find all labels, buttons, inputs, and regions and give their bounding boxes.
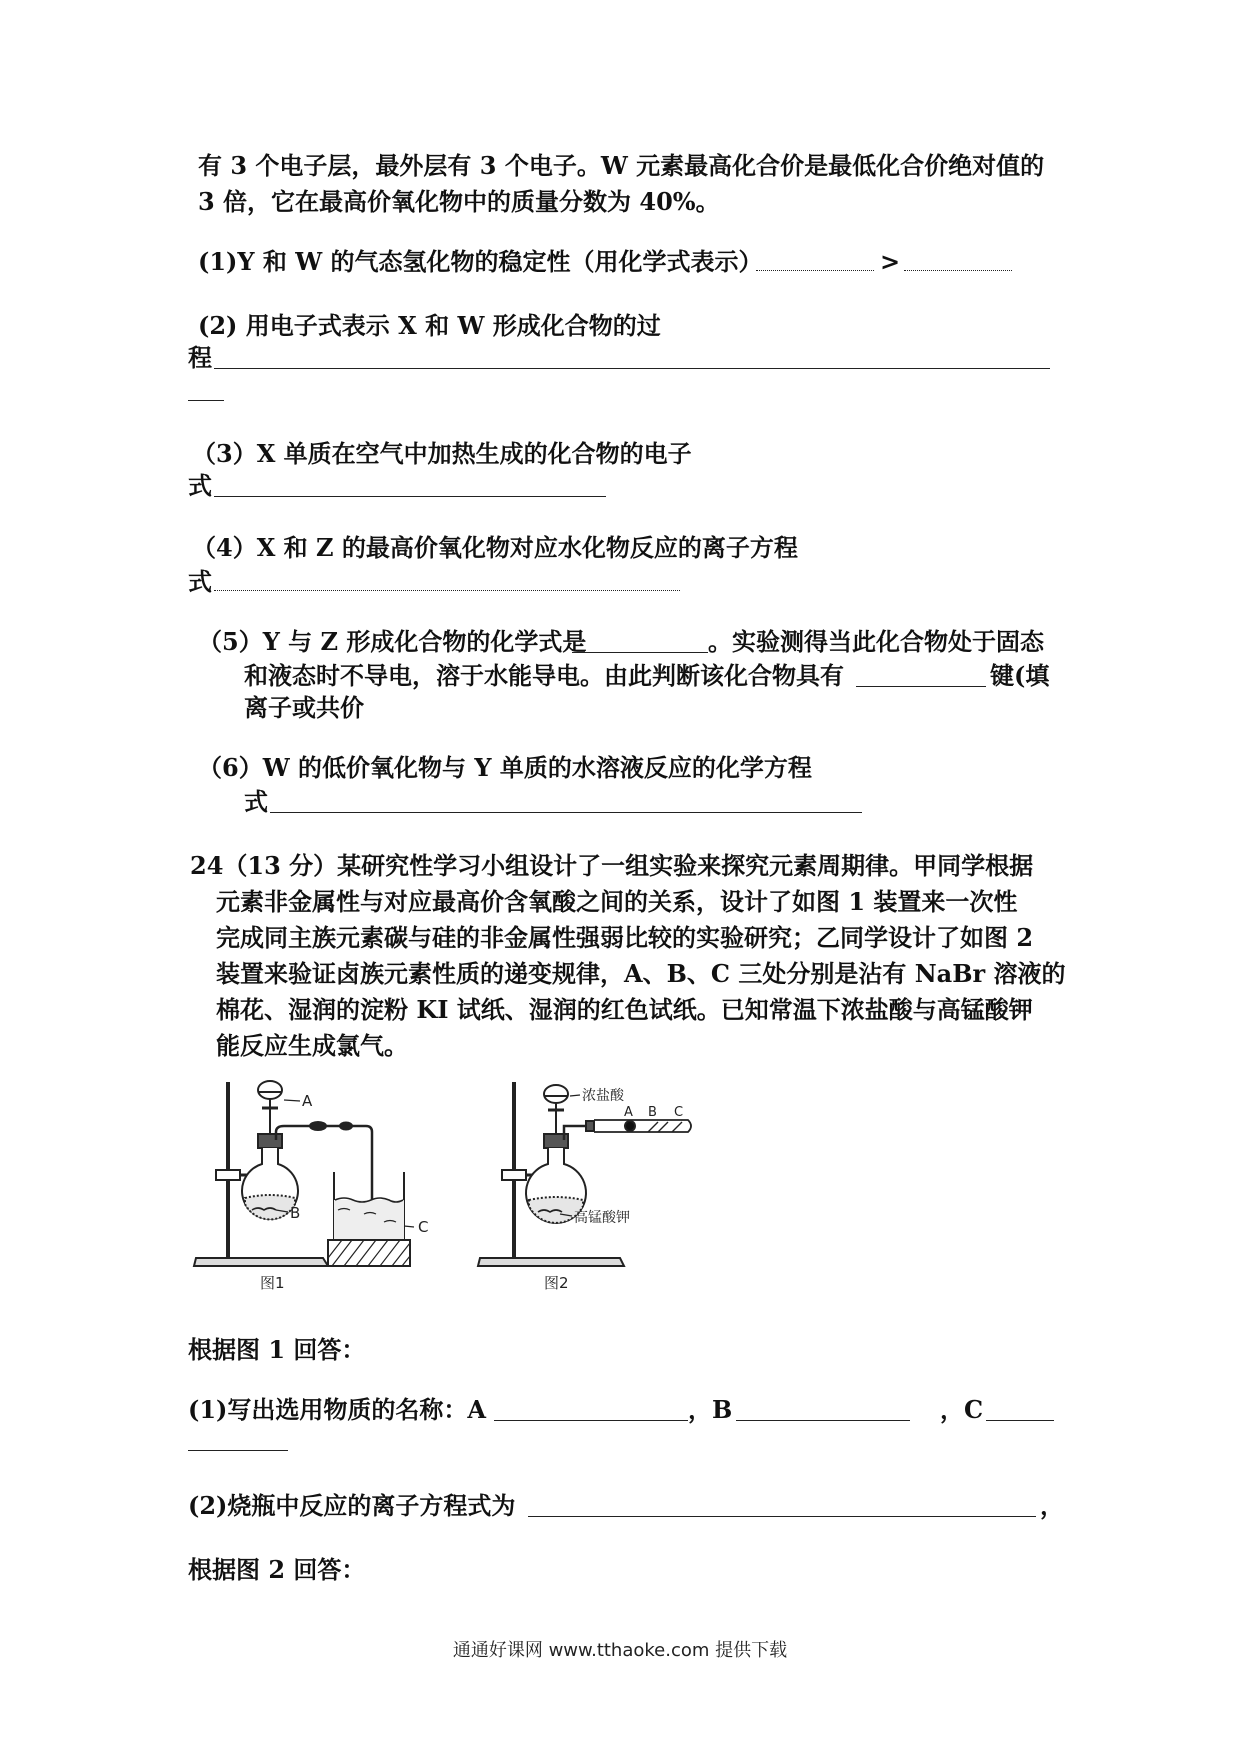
q1-gt: > — [880, 247, 901, 276]
q6-line-2: 式 — [244, 787, 268, 816]
part1-q1-blank-b[interactable] — [736, 1420, 910, 1421]
q2-blank-2[interactable] — [188, 400, 224, 401]
part1-q1-b: ，B — [688, 1395, 733, 1424]
part2-heading: 根据图 2 回答： — [188, 1555, 366, 1584]
q3-line-1: （3）X 单质在空气中加热生成的化合物的电子 — [192, 439, 692, 468]
part1-q1-blank-c[interactable] — [986, 1420, 1054, 1421]
q5-line-2b: 键(填 — [990, 661, 1050, 690]
q1-blank-2[interactable] — [904, 270, 1012, 271]
part1-q2-blank[interactable] — [528, 1516, 1036, 1517]
q4-line-1: （4）X 和 Z 的最高价氧化物对应水化物反应的离子方程 — [192, 533, 798, 562]
fig2-label-c: C — [674, 1105, 684, 1120]
q4-line-2: 式 — [188, 567, 212, 596]
part1-q1-blank-a[interactable] — [494, 1420, 688, 1421]
part1-q1-blank-c-cont[interactable] — [188, 1450, 288, 1451]
q6-line-1: （6）W 的低价氧化物与 Y 单质的水溶液反应的化学方程 — [198, 753, 812, 782]
footer-source: 通通好课网 www.tthaoke.com 提供下载 — [452, 1640, 788, 1661]
q5-line-1a: （5）Y 与 Z 形成化合物的化学式是 — [198, 627, 587, 656]
part1-q1-c: ，C — [940, 1395, 984, 1424]
q3-blank[interactable] — [214, 496, 606, 497]
q24-line-3: 完成同主族元素碳与硅的非金属性强弱比较的实验研究；乙同学设计了如图 2 — [216, 923, 1034, 952]
q5-blank-bond[interactable] — [856, 686, 986, 687]
intro-line-1: 有 3 个电子层，最外层有 3 个电子。W 元素最高化合价是最低化合价绝对值的 — [198, 151, 1045, 180]
fig2-label-b: B — [648, 1105, 657, 1120]
figure-1 — [194, 1081, 428, 1290]
q5-line-2a: 和液态时不导电，溶于水能导电。由此判断该化合物具有 — [244, 661, 844, 690]
fig1-label-a: A — [302, 1092, 313, 1110]
q5-blank-formula[interactable] — [572, 652, 708, 653]
fig2-label-kmno4: 高锰酸钾 — [574, 1210, 630, 1226]
part1-q1-prefix: (1)写出选用物质的名称：A — [188, 1395, 487, 1424]
q4-blank[interactable] — [214, 590, 680, 591]
fig1-label-b: B — [290, 1204, 301, 1222]
part1-q2-prefix: (2)烧瓶中反应的离子方程式为 — [188, 1491, 516, 1520]
fig1-label-c: C — [418, 1218, 429, 1236]
fig2-label-acid: 浓盐酸 — [582, 1088, 624, 1104]
q24-line-6: 能反应生成氯气。 — [216, 1031, 408, 1060]
intro-line-2: 3 倍，它在最高价氧化物中的质量分数为 40%。 — [198, 187, 720, 216]
q1-text: (1)Y 和 W 的气态氢化物的稳定性（用化学式表示） — [198, 247, 763, 276]
q24-line-1: 24（13 分）某研究性学习小组设计了一组实验来探究元素周期律。甲同学根据 — [190, 851, 1034, 880]
q3-line-2: 式 — [188, 471, 212, 500]
q2-blank-1[interactable] — [214, 368, 1050, 369]
q5-line-3: 离子或共价 — [244, 693, 364, 722]
q6-blank[interactable] — [270, 812, 862, 813]
part1-heading: 根据图 1 回答： — [188, 1335, 366, 1364]
q2-line-1: (2) 用电子式表示 X 和 W 形成化合物的过 — [198, 311, 661, 340]
q24-line-4: 装置来验证卤族元素性质的递变规律，A、B、C 三处分别是沾有 NaBr 溶液的 — [216, 959, 1066, 988]
fig1-caption: 图1 — [260, 1274, 285, 1290]
q2-line-2: 程 — [188, 343, 212, 372]
q24-line-2: 元素非金属性与对应最高价含氧酸之间的关系，设计了如图 1 装置来一次性 — [216, 887, 1018, 916]
q1-blank-1[interactable] — [756, 270, 874, 271]
figure-2 — [478, 1082, 691, 1290]
fig2-caption: 图2 — [544, 1274, 569, 1290]
fig2-label-a: A — [624, 1105, 633, 1120]
q5-line-1b: 。实验测得当此化合物处于固态 — [708, 627, 1044, 656]
apparatus-figure — [188, 1070, 748, 1290]
part1-q2-suffix: ， — [1040, 1491, 1064, 1520]
q24-line-5: 棉花、湿润的淀粉 KI 试纸、湿润的红色试纸。已知常温下浓盐酸与高锰酸钾 — [216, 995, 1033, 1024]
